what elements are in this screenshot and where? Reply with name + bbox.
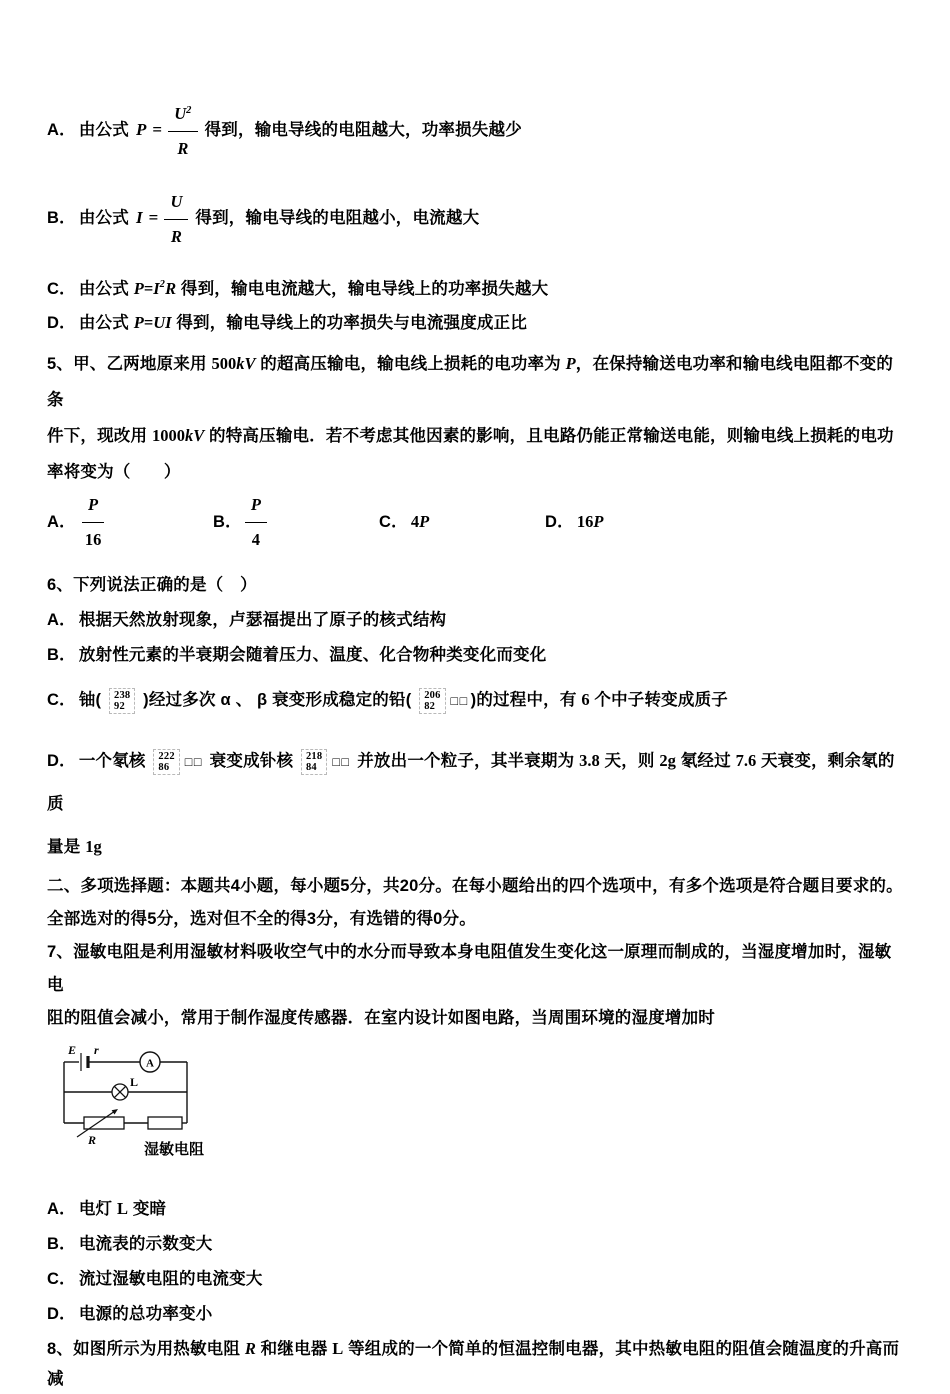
q6-title: [47, 570, 905, 600]
text-segment: 1g: [85, 837, 102, 856]
text-segment: 得到，输电电流越大，输电导线上的功率损失越大: [176, 280, 549, 298]
q4-option-d: [47, 308, 905, 338]
ammeter-icon: [140, 1052, 160, 1072]
text-segment: )的过程中，有: [470, 691, 582, 709]
text-segment: D．: [47, 752, 76, 770]
text-segment: 等组成的一个简单的恒温控制电器，其中热敏电阻的阻值会随温度的升高而减: [47, 1340, 900, 1388]
text-segment: □□: [184, 755, 203, 769]
text-segment: kV: [184, 426, 205, 445]
rheostat-symbol: [77, 1109, 124, 1137]
q5-option-d-value: [577, 507, 604, 537]
text-segment: C．: [47, 280, 76, 298]
nuclide-notation: 206 82: [419, 688, 445, 714]
text-segment: 4: [410, 512, 420, 531]
option-b-post-text: 得到，输电导线的电阻越小，电流越大: [195, 209, 480, 227]
text-segment: ，在保持输送电功率和输电线电阻都不变的条: [47, 355, 894, 409]
q7-option-a: [47, 1194, 905, 1224]
text-segment: 3.8: [579, 751, 600, 770]
q7-stem-line-2: [47, 1002, 905, 1035]
text-segment: 7、湿敏电阻是利用湿敏材料吸收空气中的水分而导致本身电阻值发生变化这一原理而制成的，当湿度增加时，湿敏电: [47, 943, 892, 994]
q7-stem-line-1: [47, 936, 905, 1002]
q4-option-c: [47, 270, 905, 304]
text-segment: R: [165, 279, 177, 298]
fraction-p-over-16: $\frac{P}{16}$: [79, 490, 108, 555]
text-segment: L: [117, 1199, 129, 1218]
lamp-label: L: [130, 1075, 139, 1089]
option-a-pre-text: 由公式: [78, 121, 129, 139]
text-segment: 由公式: [78, 314, 134, 332]
text-segment: 7.6: [735, 751, 757, 770]
text-segment: )经过多次 α 、 β 衰变形成稳定的铅(: [138, 691, 417, 709]
text-segment: kV: [236, 354, 256, 373]
text-segment: 铀(: [78, 691, 107, 709]
text-segment: 放射性元素的半衰期会随着压力、温度、化合物种类变化而变化: [78, 646, 547, 664]
text-segment: A．: [47, 1200, 76, 1218]
text-segment: 由公式: [78, 280, 134, 298]
text-segment: 天衰变，剩余氡的质: [47, 752, 895, 813]
q5-stem-line-1: [47, 346, 905, 418]
text-segment: D．: [47, 1305, 76, 1323]
text-segment: 全部选对的得5分，选对但不全的得3分，有选错的得0分。: [47, 910, 476, 928]
text-segment: P: [419, 512, 430, 531]
emf-label: E: [68, 1043, 77, 1057]
text-segment: P=UI: [133, 313, 172, 332]
nuclide-notation: 238 92: [109, 688, 135, 714]
text-segment: 8、如图所示为用热敏电阻: [47, 1340, 245, 1358]
text-segment: 流过湿敏电阻的电流变大: [78, 1270, 263, 1288]
q5-stem-line-2: [47, 418, 905, 454]
text-segment: D．: [47, 314, 76, 332]
text-segment: 电灯: [78, 1200, 118, 1218]
q5-option-c: C． 4P: [379, 507, 545, 537]
text-segment: C．: [47, 1270, 76, 1288]
battery-symbol: [81, 1053, 88, 1071]
nuclide-notation: 222 86: [153, 749, 179, 775]
section-2-header-line-1: [47, 870, 905, 903]
text-segment: 1000: [151, 426, 185, 445]
text-segment: 2g: [659, 751, 676, 770]
q6-option-b: [47, 640, 905, 670]
q5-stem: [47, 346, 905, 490]
text-segment: A．: [47, 611, 76, 629]
q5-option-c-value: [411, 507, 429, 537]
text-segment: 根据天然放射现象，卢瑟福提出了原子的核式结构: [78, 611, 447, 629]
q5-option-a: A． $\frac{P}{16}$: [47, 490, 213, 555]
text-segment: P=I: [133, 279, 160, 298]
text-segment: 500: [211, 354, 237, 373]
q7-option-c: [47, 1264, 905, 1294]
q8-stem-line-1: [47, 1334, 905, 1394]
text-segment: 2: [159, 279, 166, 290]
fraction: $\frac{U}{R}$: [164, 184, 188, 252]
option-b-label: B．: [47, 209, 76, 227]
circuit-wires: [64, 1062, 187, 1123]
text-segment: P: [565, 354, 576, 373]
text-segment: C．: [47, 691, 76, 709]
q5-stem-line-3: [47, 454, 905, 490]
text-segment: 电源的总功率变小: [78, 1305, 213, 1323]
q5-options-row: [47, 496, 905, 548]
section-2-header-line-2: [47, 903, 905, 936]
text-segment: 电流表的示数变大: [78, 1235, 213, 1253]
q6-option-a: [47, 605, 905, 635]
q5-option-b: B． $\frac{P}{4}$: [213, 490, 379, 555]
text-segment: P: [593, 512, 604, 531]
text-segment: 和继电器: [255, 1340, 333, 1358]
q7-option-d: [47, 1299, 905, 1329]
q7-circuit-figure: [60, 1043, 905, 1166]
q6-option-d-continuation: [47, 832, 905, 862]
option-a-label: A．: [47, 121, 76, 139]
text-segment: 一个氡核: [78, 752, 151, 770]
text-segment: 5、甲、乙两地原来用: [47, 355, 212, 373]
text-segment: □□: [450, 694, 469, 708]
text-segment: 变暗: [128, 1200, 167, 1218]
text-segment: L: [332, 1339, 344, 1358]
text-segment: 6、下列说法正确的是（ ）: [47, 576, 257, 594]
q7-stem: [47, 936, 905, 1035]
text-segment: □□: [332, 755, 351, 769]
nuclide-notation: 218 84: [301, 749, 327, 775]
ammeter-label: A: [146, 1057, 154, 1070]
fraction-p-over-4: $\frac{P}{4}$: [245, 490, 267, 555]
text-segment: 件下，现改用: [47, 427, 152, 445]
humidity-resistor-symbol: [148, 1117, 182, 1129]
text-segment: 并放出一个粒子，其半衰期为: [352, 752, 580, 770]
text-segment: 二、多项选择题：本题共4小题，每小题5分，共20分。在每小题给出的四个选项中，有多个选项是符合题目要求的。: [47, 877, 903, 895]
text-segment: B．: [47, 646, 76, 664]
text-segment: 氡经过: [675, 752, 736, 770]
q4-option-b: [47, 184, 905, 252]
text-segment: 的特高压输电．若不考虑其他因素的影响，且电路仍能正常输送电能，则输电线上损耗的电功: [204, 427, 894, 445]
text-segment: 量是: [47, 838, 86, 856]
text-segment: 的超高压输电，输电线上损耗的电功率为: [255, 355, 566, 373]
q7-circuit-diagram: [60, 1043, 225, 1161]
fraction: $\frac{U^2}{R}$: [168, 96, 197, 164]
lamp-icon: [112, 1084, 128, 1100]
text-segment: 个中子转变成质子: [589, 691, 728, 709]
text-segment: 率将变为（ ）: [47, 463, 181, 481]
text-segment: 衰变成钋核: [204, 752, 298, 770]
option-b-pre-text: 由公式: [78, 209, 129, 227]
q4-option-a: [47, 96, 905, 164]
q6-option-d: [47, 740, 905, 825]
internal-resistance-label: r: [94, 1043, 99, 1057]
humidity-resistor-label: 湿敏电阻: [144, 1142, 205, 1158]
text-segment: 得到，输电导线上的功率损失与电流强度成正比: [171, 314, 528, 332]
rheostat-label: R: [88, 1133, 97, 1147]
section-2-header: [47, 870, 905, 936]
text-segment: 天，则: [599, 752, 660, 770]
q6-option-c: [47, 679, 905, 722]
q7-option-b: [47, 1229, 905, 1259]
formula-p-equals-u2-over-r: P = $\frac{U^2}{R}$: [136, 96, 198, 164]
text-segment: R: [244, 1339, 256, 1358]
text-segment: B．: [47, 1235, 76, 1253]
q5-option-d: D． 16P: [545, 507, 711, 537]
formula-i-equals-u-over-r: I = $\frac{U}{R}$: [136, 184, 188, 252]
text-segment: 阻的阻值会减小，常用于制作湿度传感器．在室内设计如图电路，当周围环境的湿度增加时: [47, 1009, 715, 1027]
text-segment: 16: [576, 512, 594, 531]
option-a-post-text: 得到，输电导线的电阻越大，功率损失越少: [204, 121, 522, 139]
text-segment: 6: [581, 690, 590, 709]
